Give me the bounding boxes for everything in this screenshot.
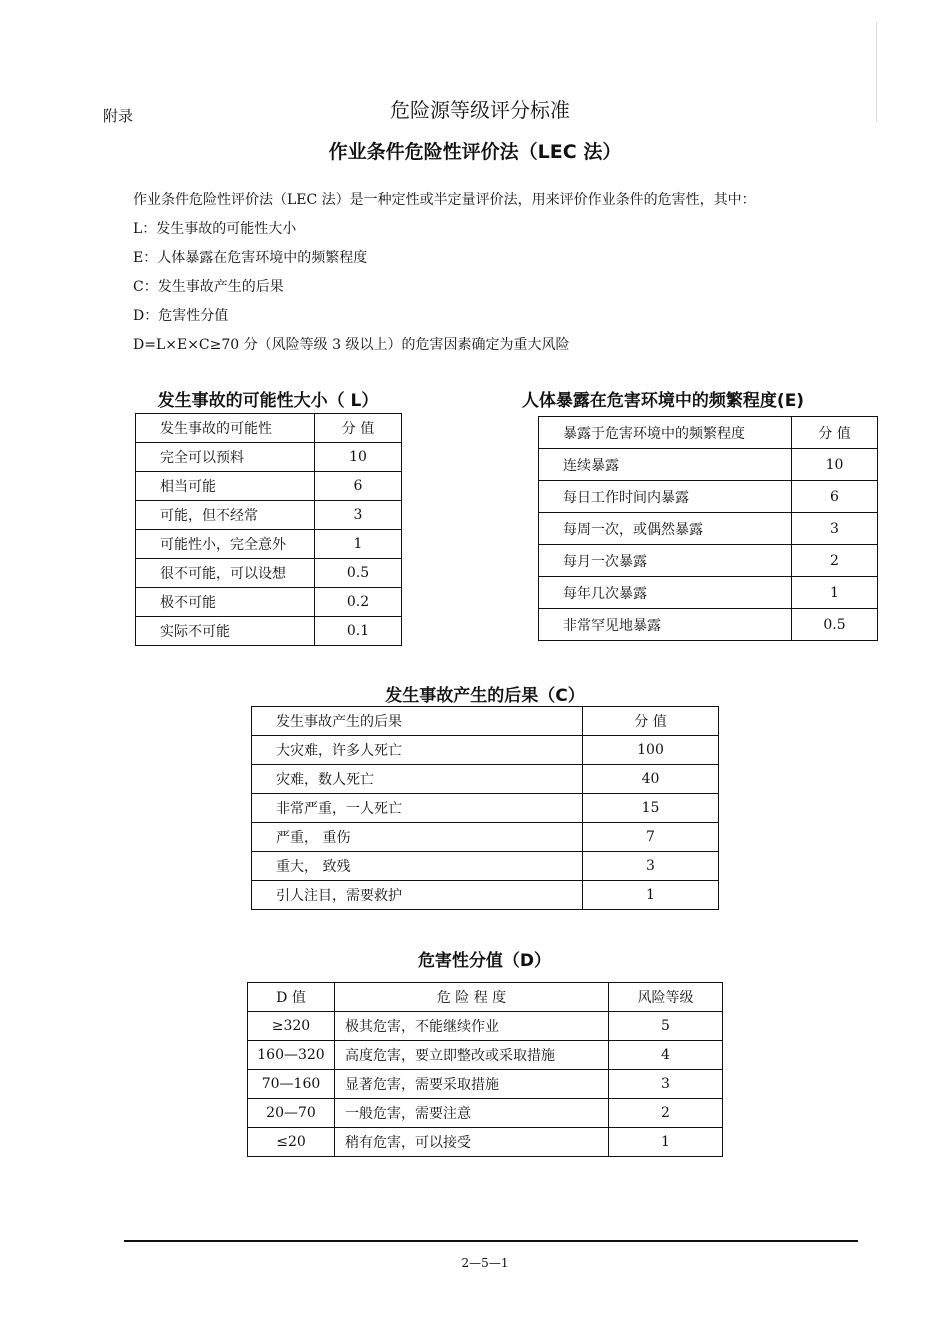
intro-line-formula: D=L×E×C≥70 分（风险等级 3 级以上）的危害因素确定为重大风险 bbox=[133, 337, 570, 353]
table-cell: 7 bbox=[583, 823, 719, 852]
table-row bbox=[252, 794, 719, 823]
table-header-cell: 发生事故产生的后果 bbox=[252, 707, 583, 736]
table-row bbox=[248, 1128, 723, 1157]
table-cell: 10 bbox=[315, 443, 402, 472]
table-cell: 100 bbox=[583, 736, 719, 765]
table-cell: 严重， 重伤 bbox=[252, 823, 583, 852]
table-cell: 引人注目，需要救护 bbox=[252, 881, 583, 910]
table-cell: 极不可能 bbox=[136, 588, 315, 617]
page-number: 2—5—1 bbox=[461, 1256, 509, 1270]
table-row bbox=[252, 736, 719, 765]
table-cell: 非常严重，一人死亡 bbox=[252, 794, 583, 823]
table-cell: 完全可以预料 bbox=[136, 443, 315, 472]
exposure-table bbox=[538, 416, 878, 641]
table-header-cell: 暴露于危害环境中的频繁程度 bbox=[539, 417, 792, 449]
table-row bbox=[539, 545, 878, 577]
table-cell: 极其危害，不能继续作业 bbox=[335, 1012, 609, 1041]
table-cell: 3 bbox=[315, 501, 402, 530]
table-cell: 可能，但不经常 bbox=[136, 501, 315, 530]
table-header-cell: D 值 bbox=[248, 983, 335, 1012]
intro-line-c: C：发生事故产生的后果 bbox=[133, 279, 284, 295]
table-row bbox=[136, 559, 402, 588]
table-cell: 连续暴露 bbox=[539, 449, 792, 481]
table-header-cell: 发生事故的可能性 bbox=[136, 414, 315, 443]
table-row bbox=[252, 852, 719, 881]
table-header-row bbox=[248, 983, 723, 1012]
table-row bbox=[539, 513, 878, 545]
table-cell: 1 bbox=[609, 1128, 723, 1157]
table-cell: 3 bbox=[583, 852, 719, 881]
table-cell: 70—160 bbox=[248, 1070, 335, 1099]
table-cell: 灾难，数人死亡 bbox=[252, 765, 583, 794]
table-cell: 0.5 bbox=[315, 559, 402, 588]
table-header-row bbox=[136, 414, 402, 443]
intro-line-definition: 作业条件危险性评价法（LEC 法）是一种定性或半定量评价法，用来评价作业条件的危害性，其中： bbox=[133, 192, 756, 208]
intro-line-e: E：人体暴露在危害环境中的频繁程度 bbox=[133, 250, 368, 266]
table-cell: 40 bbox=[583, 765, 719, 794]
table-cell: 每周一次，或偶然暴露 bbox=[539, 513, 792, 545]
consequence-table bbox=[251, 706, 719, 910]
table-cell: 非常罕见地暴露 bbox=[539, 609, 792, 641]
table-cell: 每日工作时间内暴露 bbox=[539, 481, 792, 513]
table-d-caption: 危害性分值（D） bbox=[417, 951, 552, 971]
table-header-row bbox=[539, 417, 878, 449]
table-cell: 显著危害，需要采取措施 bbox=[335, 1070, 609, 1099]
table-cell: 1 bbox=[792, 577, 878, 609]
table-row bbox=[252, 881, 719, 910]
table-header-cell: 分 值 bbox=[792, 417, 878, 449]
table-cell: 0.2 bbox=[315, 588, 402, 617]
table-cell: 5 bbox=[609, 1012, 723, 1041]
table-cell: 1 bbox=[315, 530, 402, 559]
intro-line-d: D：危害性分值 bbox=[133, 308, 229, 324]
table-cell: 2 bbox=[609, 1099, 723, 1128]
table-cell: 3 bbox=[792, 513, 878, 545]
table-row bbox=[136, 443, 402, 472]
table-row bbox=[539, 609, 878, 641]
table-cell: 3 bbox=[609, 1070, 723, 1099]
table-header-cell: 危 险 程 度 bbox=[335, 983, 609, 1012]
table-cell: 4 bbox=[609, 1041, 723, 1070]
table-header-cell: 分 值 bbox=[583, 707, 719, 736]
table-row bbox=[248, 1070, 723, 1099]
table-cell: 每年几次暴露 bbox=[539, 577, 792, 609]
table-cell: 相当可能 bbox=[136, 472, 315, 501]
table-row bbox=[248, 1099, 723, 1128]
table-cell: 一般危害，需要注意 bbox=[335, 1099, 609, 1128]
margin-line bbox=[876, 22, 877, 122]
table-cell: 1 bbox=[583, 881, 719, 910]
appendix-label: 附录 bbox=[103, 107, 134, 125]
table-cell: 0.1 bbox=[315, 617, 402, 646]
table-row bbox=[136, 617, 402, 646]
table-cell: 6 bbox=[315, 472, 402, 501]
intro-line-l: L：发生事故的可能性大小 bbox=[133, 221, 297, 237]
table-row bbox=[539, 577, 878, 609]
table-header-cell: 分 值 bbox=[315, 414, 402, 443]
table-cell: 可能性小，完全意外 bbox=[136, 530, 315, 559]
method-title: 作业条件危险性评价法（LEC 法） bbox=[328, 141, 622, 163]
table-cell: 很不可能，可以设想 bbox=[136, 559, 315, 588]
page-title: 危险源等级评分标准 bbox=[390, 98, 570, 122]
table-cell: 每月一次暴露 bbox=[539, 545, 792, 577]
table-cell: 0.5 bbox=[792, 609, 878, 641]
table-row bbox=[248, 1041, 723, 1070]
table-cell: 160—320 bbox=[248, 1041, 335, 1070]
table-cell: 20—70 bbox=[248, 1099, 335, 1128]
table-cell: 高度危害，要立即整改或采取措施 bbox=[335, 1041, 609, 1070]
table-row bbox=[136, 472, 402, 501]
table-row bbox=[252, 823, 719, 852]
table-cell: 重大， 致残 bbox=[252, 852, 583, 881]
table-l-caption: 发生事故的可能性大小（ L） bbox=[157, 391, 379, 411]
table-row bbox=[248, 1012, 723, 1041]
table-header-row bbox=[252, 707, 719, 736]
likelihood-table bbox=[135, 413, 402, 646]
table-cell: 稍有危害，可以接受 bbox=[335, 1128, 609, 1157]
table-row bbox=[252, 765, 719, 794]
table-e-caption: 人体暴露在危害环境中的频繁程度(E) bbox=[521, 391, 805, 411]
table-header-cell: 风险等级 bbox=[609, 983, 723, 1012]
table-row bbox=[539, 449, 878, 481]
table-cell: ≥320 bbox=[248, 1012, 335, 1041]
table-cell: 2 bbox=[792, 545, 878, 577]
table-c-caption: 发生事故产生的后果（C） bbox=[385, 686, 585, 706]
table-row bbox=[136, 530, 402, 559]
table-cell: 实际不可能 bbox=[136, 617, 315, 646]
table-row bbox=[136, 501, 402, 530]
hazard-score-table bbox=[247, 982, 723, 1157]
table-cell: 6 bbox=[792, 481, 878, 513]
footer-rule bbox=[124, 1240, 858, 1242]
table-cell: 10 bbox=[792, 449, 878, 481]
table-cell: 大灾难，许多人死亡 bbox=[252, 736, 583, 765]
table-cell: 15 bbox=[583, 794, 719, 823]
table-row bbox=[539, 481, 878, 513]
table-row bbox=[136, 588, 402, 617]
table-cell: ≤20 bbox=[248, 1128, 335, 1157]
